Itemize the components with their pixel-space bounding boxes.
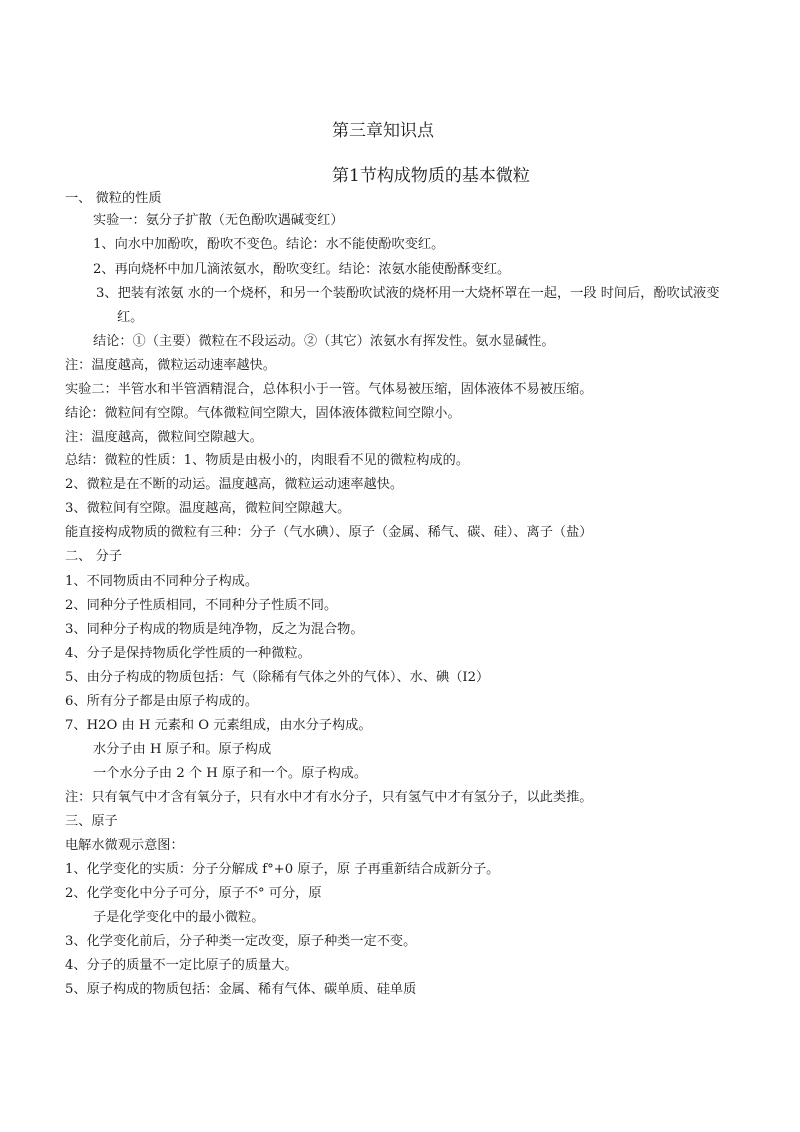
text-line: 总结：微粒的性质：1、物质是由极小的，肉眼看不见的微粒构成的。 [65,453,470,468]
section-title: 第1节构成物质的基本微粒 [332,166,530,186]
text-line: 红。 [117,310,144,325]
text-line: 实验二：半管水和半管酒精混合，总体积小于一管。气体易被压缩，固体液体不易被压缩。 [65,382,593,397]
text-line: 实验一：氨分子扩散（无色酚吹遇碱变红） [93,213,344,228]
text-line: 6、所有分子都是由原子构成的。 [65,694,259,709]
text-line: 水分子由 H 原子和。原子构成 [93,742,272,757]
text-line: 5、原子构成的物质包括：金属、稀有气体、碳单质、硅单质 [65,982,417,997]
chapter-title: 第三章知识点 [332,121,434,141]
text-line: 2、同种分子性质相同，不同种分子性质不同。 [65,598,338,613]
text-line: 注：温度越高，微粒运动速率越快。 [65,358,276,373]
text-line: 3、同种分子构成的物质是纯净物，反之为混合物。 [65,622,364,637]
text-line: 4、分子的质量不一定比原子的质量大。 [65,958,298,973]
text-line: 3、微粒间有空隙。温度越高，微粒间空隙越大。 [65,501,351,516]
text-line: 电解水微观示意图： [65,838,184,853]
text-line: 注：温度越高，微粒间空隙越大。 [65,430,263,445]
text-line: 二、 分子 [65,549,122,564]
text-line: 1、不同物质由不同种分子构成。 [65,574,259,589]
text-line: 结论：①（主要）微粒在不段运动。②（其它）浓氨水有挥发性。氨水显碱性。 [93,334,555,349]
text-line: 一、 微粒的性质 [65,191,162,206]
text-line: 2、再向烧杯中加几滴浓氨水，酚吹变红。结论：浓氨水能使酚酥变红。 [93,262,511,277]
text-line: 2、化学变化中分子可分，原子不° 可分，原 [65,886,322,901]
text-line: 5、由分子构成的物质包括：气（除稀有气体之外的气体）、水、碘（I2） [65,670,490,685]
text-line: 4、分子是保持物质化学性质的一种微粒。 [65,646,311,661]
text-line: 3、把装有浓氨 水的一个烧杯，和另一个装酚吹试液的烧杯用一大烧杯罩在一起，一段 时间后，酚吹试液变 [96,286,720,301]
text-line: 一个水分子由 2 个 H 原子和一个。原子构成。 [93,766,368,781]
text-line: 子是化学变化中的最小微粒。 [93,910,265,925]
text-line: 1、向水中加酚吹，酚吹不变色。结论：水不能使酚吹变红。 [93,237,445,252]
text-line: 注：只有氧气中才含有氧分子，只有水中才有水分子，只有氢气中才有氢分子，以此类推。 [65,790,593,805]
text-line: 2、微粒是在不断的动运。温度越高，微粒运动速率越快。 [65,477,404,492]
text-line: 结论：微粒间有空隙。气体微粒间空隙大，固体液体微粒间空隙小。 [65,406,461,421]
text-line: 能直接构成物质的微粒有三种：分子（气水碘）、原子（金属、稀气、碳、硅）、离子（盐） [65,525,593,540]
text-line: 三、原子 [65,814,118,829]
text-line: 7、H2O 由 H 元素和 O 元素组成，由水分子构成。 [65,718,372,733]
text-line: 3、化学变化前后，分子种类一定改变，原子种类一定不变。 [65,934,417,949]
text-line: 1、化学变化的实质：分子分解成 f°+0 原子，原 子再重新结合成新分子。 [65,862,500,877]
